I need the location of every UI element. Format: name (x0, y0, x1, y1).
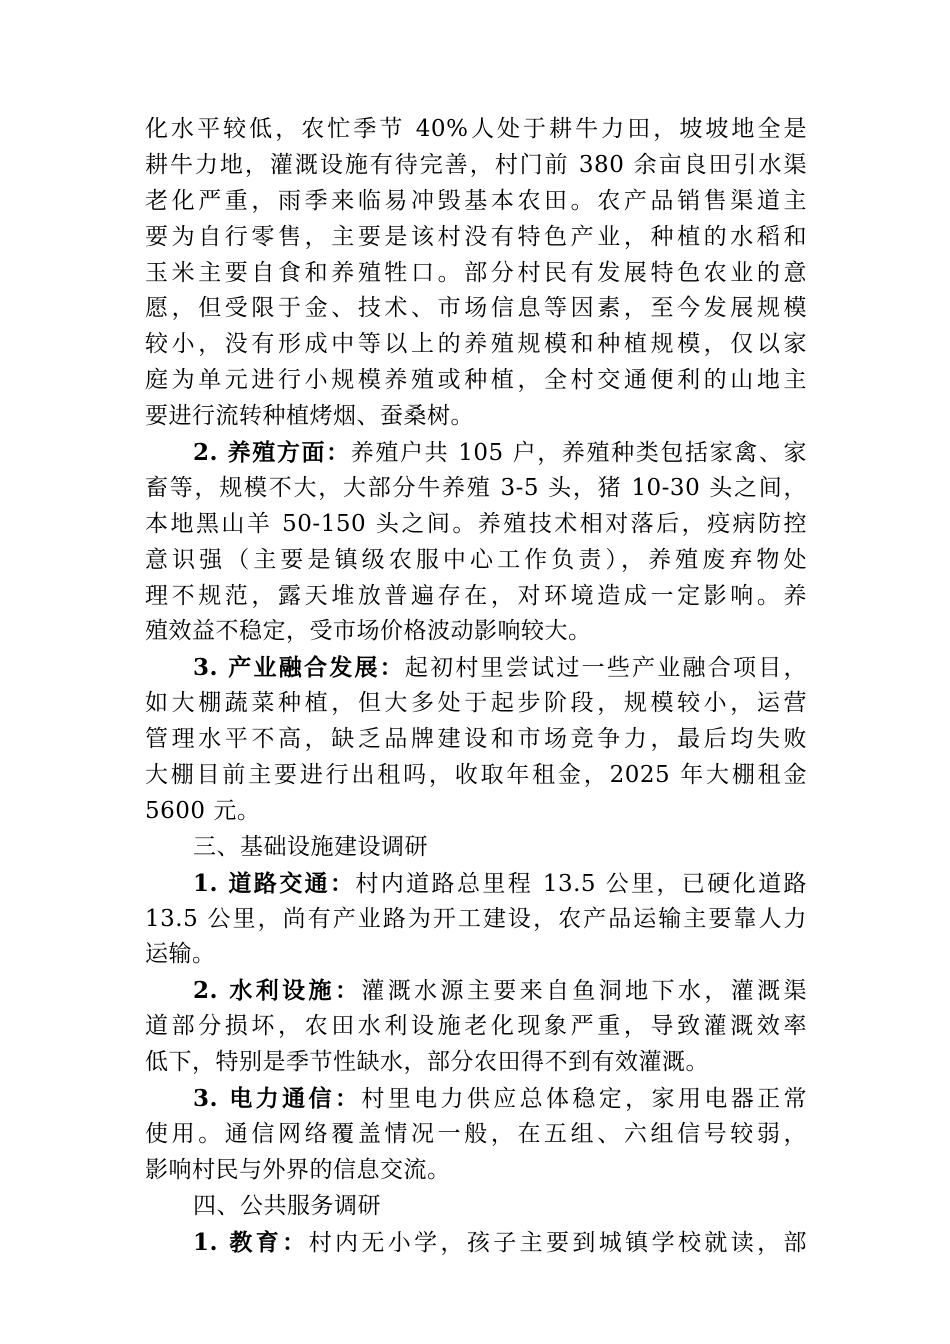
paragraph-roads (145, 866, 807, 974)
text-line (145, 435, 807, 471)
item-text: 村内道路总里程 13.5 公里，已硬化道路 (355, 870, 807, 897)
text-line: 大棚目前主要进行出租吗，收取年租金，2025 年大棚租金 (145, 762, 807, 789)
text-line: 低下，特别是季节性缺水，部分农田得不到有效灌溉。 (145, 1049, 709, 1076)
text-line (145, 650, 807, 686)
text-line: 如大棚蔬菜种植，但大多处于起步阶段，规模较小，运营 (145, 690, 807, 717)
text-line: 要为自行零售，主要是该村没有特色产业，种植的水稻和 (145, 223, 807, 250)
text-line: 5600 元。 (145, 797, 261, 824)
text-line: 意识强（主要是镇级农服中心工作负责），养殖废弃物处 (145, 546, 807, 573)
text-line: 道部分损坏，农田水利设施老化现象严重，导致灌溉效率 (145, 1013, 807, 1040)
text-line: 庭为单元进行小规模养殖或种植，全村交通便利的山地主 (145, 367, 807, 394)
text-line (145, 1081, 807, 1117)
paragraph-livestock (145, 435, 807, 650)
text-line: 理不规范，露天堆放普遍存在，对环境造成一定影响。养 (145, 582, 807, 609)
text-line: 殖效益不稳定，受市场价格波动影响较大。 (145, 618, 592, 645)
text-line: 影响村民与外界的信息交流。 (145, 1156, 451, 1183)
text-line: 耕牛力地，灌溉设施有待完善，村门前 380 余亩良田引水渠 (145, 151, 807, 178)
text-line: 畜等，规模不大，大部分牛养殖 3-5 头，猪 10-30 头之间， (145, 474, 807, 501)
item-text: 村内无小学，孩子主要到城镇学校就读，部 (308, 1229, 807, 1256)
item-label: 3. 电力通信： (193, 1085, 362, 1113)
item-text: 村里电力供应总体稳定，家用电器正常 (361, 1086, 807, 1113)
text-line (145, 866, 807, 902)
item-label: 1. 教育： (193, 1228, 309, 1256)
text-line: 愿，但受限于金、技术、市场信息等因素，至今发展规模 (145, 295, 807, 322)
paragraph-industry-integration (145, 650, 807, 829)
item-text: 养殖户共 105 户，养殖种类包括家禽、家 (350, 440, 807, 467)
item-label: 2. 水利设施： (193, 977, 362, 1005)
item-label: 2. 养殖方面： (193, 439, 351, 467)
text-line: 玉米主要自食和养殖牲口。部分村民有发展特色农业的意 (145, 259, 807, 286)
text-line (145, 1225, 807, 1261)
section-heading-public-services: 四、公共服务调研 (193, 1192, 381, 1219)
section-heading-infrastructure: 三、基础设施建设调研 (193, 833, 428, 860)
paragraph-power-telecom (145, 1081, 807, 1189)
text-line (145, 973, 807, 1009)
paragraph-education (145, 1225, 807, 1261)
paragraph-irrigation (145, 973, 807, 1081)
text-line: 本地黑山羊 50-150 头之间。养殖技术相对落后，疫病防控 (145, 510, 807, 537)
text-line: 较小，没有形成中等以上的养殖规模和种植规模，仅以家 (145, 331, 807, 358)
text-line: 13.5 公里，尚有产业路为开工建设，农产品运输主要靠人力 (145, 905, 807, 932)
text-line: 运输。 (145, 941, 216, 968)
item-label: 1. 道路交通： (193, 869, 356, 897)
text-line: 化水平较低，农忙季节 40%人处于耕牛力田，坡坡地全是 (145, 116, 807, 142)
text-line: 管理水平不高，缺乏品牌建设和市场竞争力，最后均失败 (145, 726, 807, 753)
paragraph-agriculture-continued (145, 112, 807, 435)
text-line: 要进行流转种植烤烟、蚕桑树。 (145, 403, 474, 430)
text-line: 老化严重，雨季来临易冲毁基本农田。农产品销售渠道主 (145, 187, 807, 214)
text-line: 使用。通信网络覆盖情况一般，在五组、六组信号较弱， (145, 1120, 807, 1147)
item-label: 3. 产业融合发展： (193, 654, 405, 682)
item-text: 灌溉水源主要来自鱼洞地下水，灌溉渠 (361, 978, 807, 1005)
document-body (145, 112, 807, 1261)
item-text: 起初村里尝试过一些产业融合项目， (404, 655, 807, 682)
